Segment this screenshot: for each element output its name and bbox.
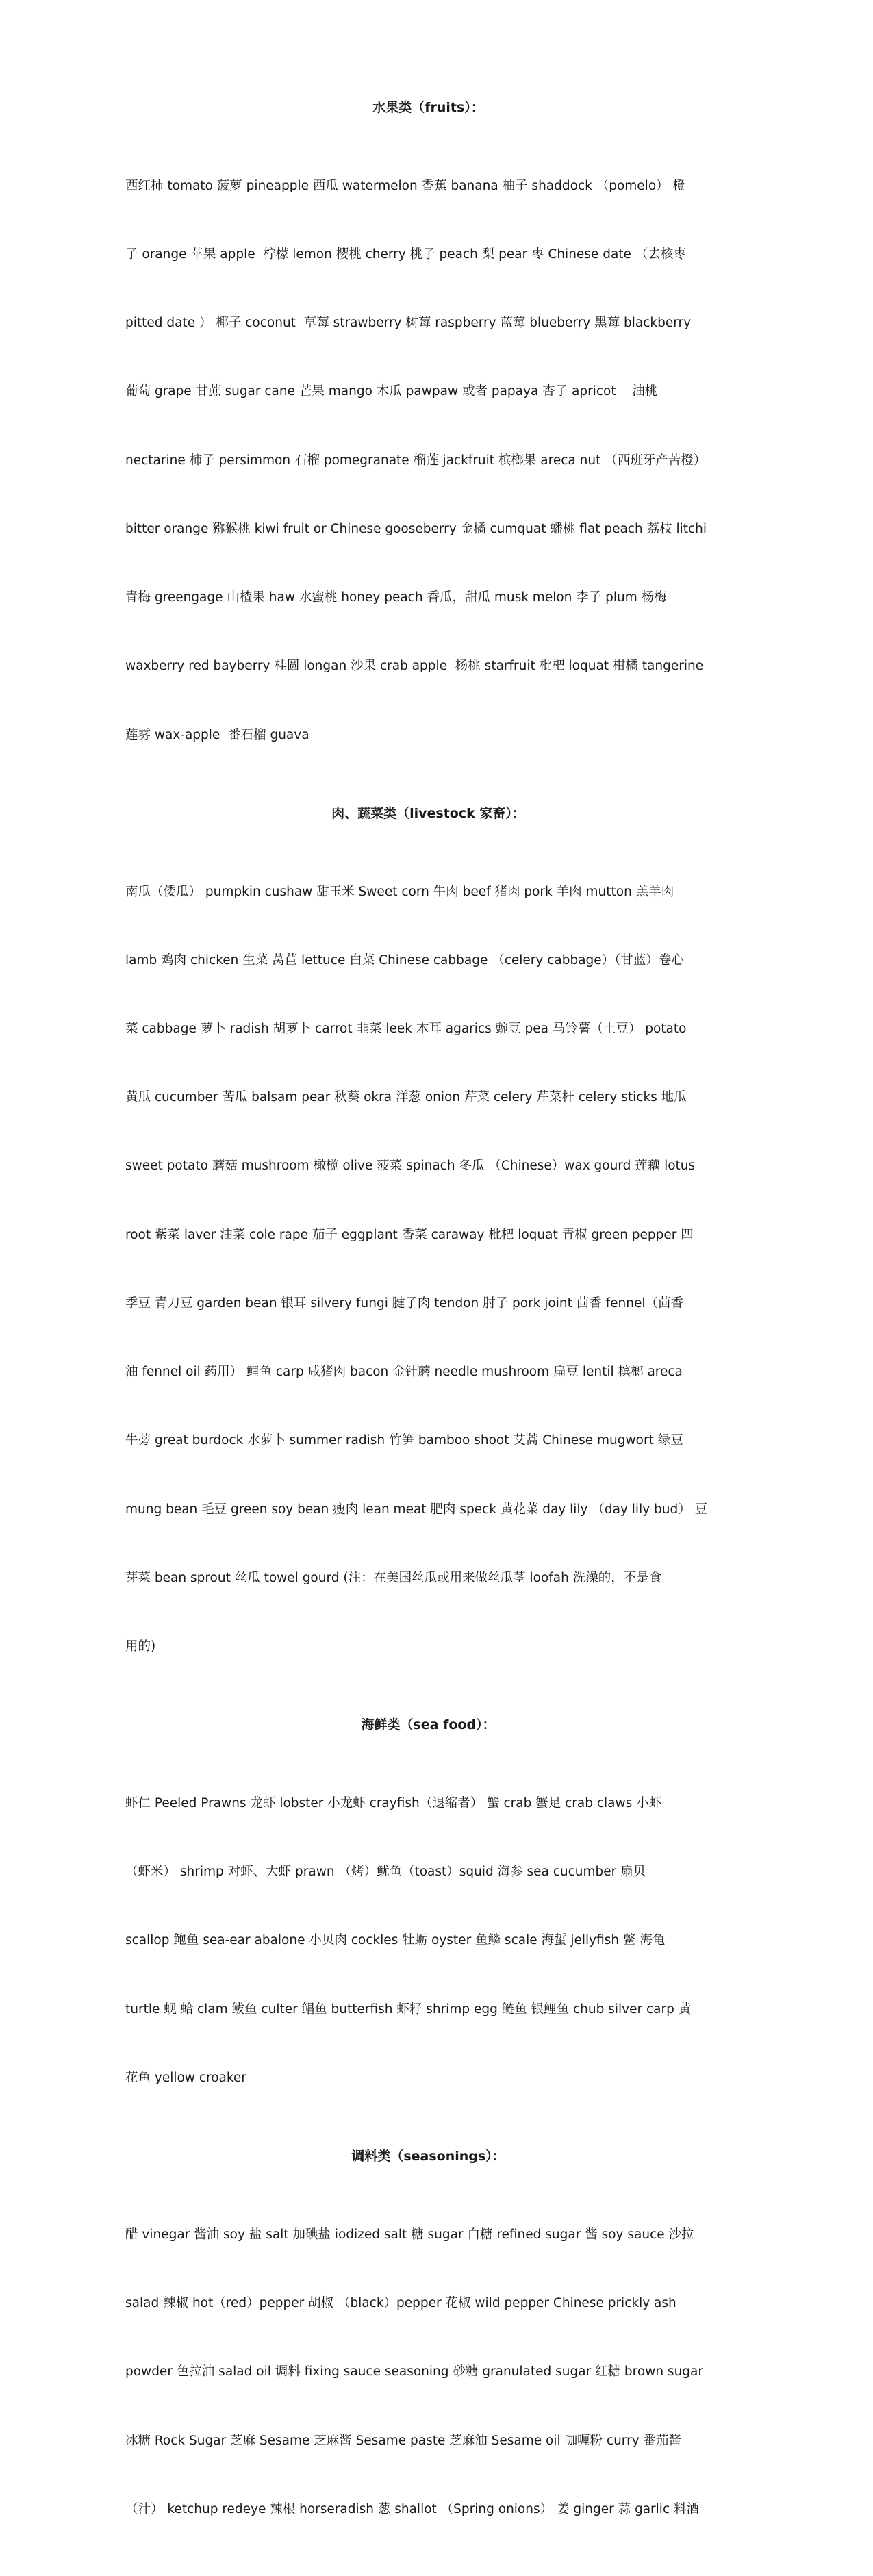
- text-line: 季豆 青刀豆 garden bean 银耳 silvery fungi 腱子肉 tendon 肘子 pork joint 茴香 fennel（茴香: [125, 1296, 683, 1311]
- text-line: nectarine 柿子 persimmon 石榴 pomegranate 榴莲 jackfruit 槟榔果 areca nut （西班牙产苦橙）: [125, 453, 707, 468]
- text-line: 西红柿 tomato 菠萝 pineapple 西瓜 watermelon 香蕉 banana 柚子 shaddock （pomelo） 橙: [125, 178, 686, 193]
- text-line: 莲雾 wax-apple 番石榴 guava: [125, 727, 309, 742]
- document-content: [125, 96, 731, 2576]
- text-line: root 紫菜 laver 油菜 cole rape 茄子 eggplant 香菜 caraway 枇杷 loquat 青椒 green pepper 四: [125, 1227, 694, 1242]
- text-line: 冰糖 Rock Sugar 芝麻 Sesame 芝麻酱 Sesame paste 芝麻油 Sesame oil 咖喱粉 curry 番茄酱: [125, 2433, 682, 2448]
- section-seasonings: [125, 2145, 731, 2566]
- section-meat-vegetables: [125, 802, 731, 1704]
- text-line: 菜 cabbage 萝卜 radish 胡萝卜 carrot 韭菜 leek 木耳 agarics 豌豆 pea 马铃薯（土豆） potato: [125, 1022, 687, 1037]
- text-line: salad 辣椒 hot（red）pepper 胡椒 （black）pepper 花椒 wild pepper Chinese prickly ash: [125, 2296, 676, 2311]
- text-line: pitted date ） 椰子 coconut 草莓 strawberry 树莓 raspberry 蓝莓 blueberry 黑莓 blackberry: [125, 316, 692, 331]
- section-heading: 肉、蔬菜类（livestock 家畜）：: [331, 805, 525, 821]
- text-line: 黄瓜 cucumber 苦瓜 balsam pear 秋葵 okra 洋葱 onion 芹菜 celery 芹菜杆 celery sticks 地瓜: [125, 1090, 687, 1105]
- text-line: scallop 鲍鱼 sea-ear abalone 小贝肉 cockles 牡蛎 oyster 鱼鳞 scale 海蜇 jellyfish 鳖 海龟: [125, 1933, 666, 1948]
- text-line: 青梅 greengage 山楂果 haw 水蜜桃 honey peach 香瓜，甜瓜 musk melon 李子 plum 杨梅: [125, 590, 667, 605]
- text-line: waxberry red bayberry 桂圆 longan 沙果 crab apple 杨桃 starfruit 枇杷 loquat 柑橘 tangerine: [125, 659, 704, 674]
- section-heading: 海鲜类（sea food）：: [361, 1717, 496, 1733]
- text-line: （虾米） shrimp 对虾、大虾 prawn （烤）鱿鱼（toast）squid 海参 sea cucumber 扇贝: [125, 1865, 646, 1880]
- section-fruits: [125, 96, 731, 792]
- section-body: [125, 835, 731, 1704]
- section-body: [125, 1746, 731, 2135]
- text-line: sweet potato 蘑菇 mushroom 橄榄 olive 菠菜 spinach 冬瓜 （Chinese）wax gourd 莲藕 lotus: [125, 1159, 696, 1174]
- text-line: 醋 vinegar 酱油 soy 盐 salt 加碘盐 iodized salt 糖 sugar 白糖 refined sugar 酱 soy sauce 沙拉: [125, 2227, 694, 2242]
- section-body: [125, 129, 731, 792]
- text-line: 虾仁 Peeled Prawns 龙虾 lobster 小龙虾 crayfish（退缩者） 蟹 crab 蟹足 crab claws 小虾: [125, 1796, 662, 1811]
- text-line: bitter orange 猕猴桃 kiwi fruit or Chinese gooseberry 金橘 cumquat 蟠桃 flat peach 荔枝 litchi: [125, 521, 707, 536]
- text-line: 南瓜（倭瓜） pumpkin cushaw 甜玉米 Sweet corn 牛肉 beef 猪肉 pork 羊肉 mutton 羔羊肉: [125, 884, 674, 899]
- text-line: 牛蒡 great burdock 水萝卜 summer radish 竹笋 bamboo shoot 艾蒿 Chinese mugwort 绿豆: [125, 1433, 683, 1448]
- section-seafood: [125, 1713, 731, 2135]
- text-line: 芽菜 bean sprout 丝瓜 towel gourd (注：在美国丝瓜或用来做丝瓜茎 loofah 洗澡的，不是食: [125, 1570, 662, 1585]
- section-heading: 调料类（seasonings）：: [351, 2149, 505, 2164]
- text-line: mung bean 毛豆 green soy bean 瘦肉 lean meat 肥肉 speck 黄花菜 day lily （day lily bud） 豆: [125, 1502, 708, 1517]
- text-line: turtle 蚬 蛤 clam 鲅鱼 culter 鲳鱼 butterfish 虾籽 shrimp egg 鲢鱼 银鲤鱼 chub silver carp 黄: [125, 2002, 692, 2017]
- text-line: lamb 鸡肉 chicken 生菜 莴苣 lettuce 白菜 Chinese cabbage （celery cabbage）（甘蓝）卷心: [125, 952, 684, 968]
- text-line: 油 fennel oil 药用） 鲤鱼 carp 咸猪肉 bacon 金针蘑 needle mushroom 扁豆 lentil 槟榔 areca: [125, 1365, 683, 1380]
- text-line: （汁） ketchup redeye 辣根 horseradish 葱 shallot （Spring onions） 姜 ginger 蒜 garlic 料酒: [125, 2501, 699, 2516]
- text-line: 葡萄 grape 甘蔗 sugar cane 芒果 mango 木瓜 pawpaw 或者 papaya 杏子 apricot 油桃: [125, 384, 658, 399]
- section-body: [125, 2177, 731, 2566]
- text-line: 用的): [125, 1639, 156, 1654]
- text-line: 子 orange 苹果 apple 柠檬 lemon 樱桃 cherry 桃子 peach 梨 pear 枣 Chinese date （去核枣: [125, 247, 686, 262]
- section-heading: 水果类（fruits）：: [372, 100, 484, 115]
- text-line: 花鱼 yellow croaker: [125, 2070, 246, 2085]
- text-line: powder 色拉油 salad oil 调料 fixing sauce seasoning 砂糖 granulated sugar 红糖 brown sugar: [125, 2364, 703, 2379]
